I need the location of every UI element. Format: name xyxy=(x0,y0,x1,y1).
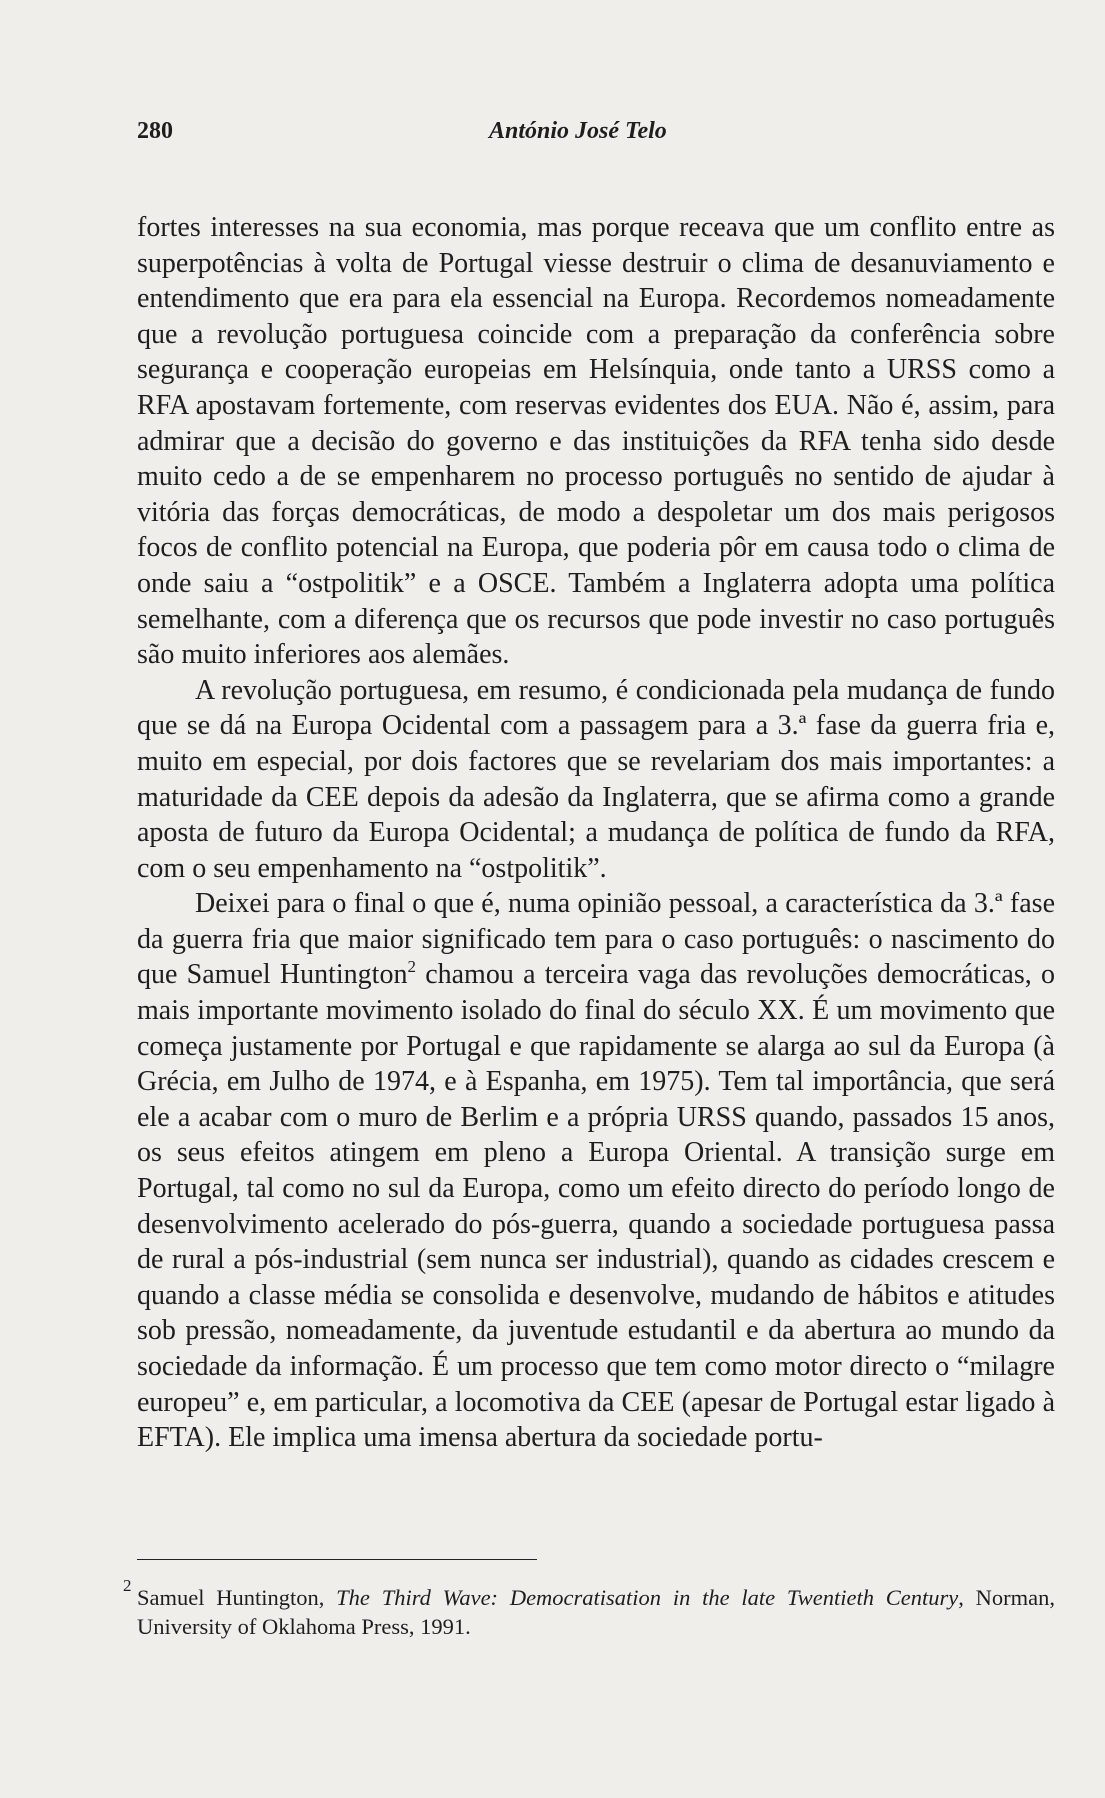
footnote-divider xyxy=(137,1559,537,1560)
paragraph-3-part-2: chamou a terceira vaga das revoluções democráticas, o mais importante movimento isolado do final do século XX. É um movimento que começa justamente por Portugal e que rapidamente se alarga ao sul da Europa (à Grécia, em Julho de 1974, e à Espanha, em 1975). Tem tal importância, que será ele a acabar com o muro de Berlim e a própria URSS quando, passados 15 anos, os seus efeitos atingem em pleno a Europa Oriental. A transição surge em Portugal, tal como no sul da Europa, como um efeito directo do período longo de desenvolvimento acelerado do pós-guerra, quando a sociedade portuguesa passa de rural a pós-industrial (sem nunca ser industrial), quando as cidades crescem e quando a classe média se consolida e desenvolve, mudando de hábitos e atitudes sob pressão, nomeadamente, da juventude estudantil e da abertura ao mundo da sociedade da informação. É um processo que tem como motor directo o “milagre europeu” e, em particular, a locomotiva da CEE (apesar de Portugal estar ligado à EFTA). Ele implica uma imensa abertura da sociedade portu- xyxy=(137,959,1055,1454)
footnote-author: Samuel Huntington, xyxy=(137,1585,337,1610)
footnote-number: 2 xyxy=(123,1576,132,1595)
running-head: António José Telo xyxy=(489,118,667,144)
paragraph-1: fortes interesses na sua economia, mas porque receava que um conflito entre as superpotências à volta de Portugal viesse destruir o clima de desanuviamento e entendimento que era para ela essencial na Europa. Recordemos nomeadamente que a revolução portuguesa coincide com a preparação da conferência sobre segurança e cooperação europeias em Helsínquia, onde tanto a URSS como a RFA apostavam fortemente, com reservas evidentes dos EUA. Não é, assim, para admirar que a decisão do governo e das instituições da RFA tenha sido desde muito cedo a de se empenharem no processo português no sentido de ajudar à vitória das forças democráticas, de modo a despoletar um dos mais perigosos focos de conflito potencial na Europa, que poderia pôr em causa todo o clima de onde saiu a “ostpolitik” e a OSCE. Também a Inglaterra adopta uma política semelhante, com a diferença que os recursos que pode investir no caso português são muito inferiores aos alemães. xyxy=(137,212,1055,671)
footnote-title: The Third Wave: Democratisation in the late Twentieth Century xyxy=(336,1585,959,1610)
footnote-text xyxy=(137,1583,1055,1641)
footnote-publication: , Norman, University of Oklahoma Press, 1991. xyxy=(137,1585,1055,1639)
page-number: 280 xyxy=(137,118,173,144)
footnote xyxy=(123,1576,1055,1641)
paragraph-2: A revolução portuguesa, em resumo, é condicionada pela mudança de fundo que se dá na Europa Ocidental com a passagem para a 3.ª fase da guerra fria e, muito em especial, por dois factores que se revelariam dos mais importantes: a maturidade da CEE depois da adesão da Inglaterra, que se afirma como a grande aposta de futuro da Europa Ocidental; a mudança de política de fundo da RFA, com o seu empenhamento na “ostpolitik”. xyxy=(137,674,1055,884)
paragraph-3 xyxy=(137,886,1055,1456)
body-text xyxy=(137,210,1055,1456)
page-header xyxy=(137,118,1057,152)
paragraph-3-part-1: Deixei para o final o que é, numa opinião pessoal, a característica da 3.ª fase da guerra fria que maior significado tem para o caso português: o nascimento do que Samuel Huntington xyxy=(137,888,1055,991)
footnote-reference: 2 xyxy=(407,957,416,977)
